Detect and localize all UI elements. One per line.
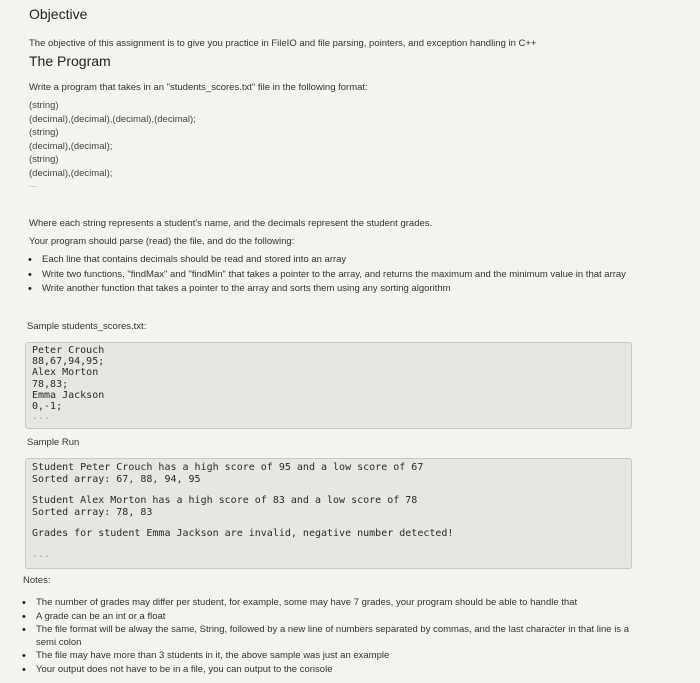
objective-text: The objective of this assignment is to give you practice in FileIO and file parsing, pointers, and exception handling in C++ [29, 38, 537, 49]
sample-file-line: Emma Jackson [32, 389, 105, 401]
format-line: (string) [29, 154, 59, 165]
note-item: • The number of grades may differ per student, for example, some may have 7 grades, your program should be able to handle that [22, 597, 632, 610]
sample-file-ellipsis: ... [32, 411, 51, 423]
note-item: • The file may have more than 3 students in it, the above sample was just an example [22, 650, 632, 663]
program-intro: Write a program that takes in an "students_scores.txt" file in the following format: [29, 82, 368, 93]
task-list [28, 254, 628, 296]
sample-file-line: 0,-1; [32, 401, 63, 413]
where-text: Where each string represents a student's name, and the decimals represent the student grades. [29, 218, 433, 229]
format-line: (string) [29, 100, 59, 111]
format-line: (decimal),(decimal); [29, 140, 113, 152]
task-item: • Write two functions, "findMax" and "findMin" that takes a pointer to the array, and returns the maximum and the minimum value in that array [28, 269, 628, 282]
notes-list [22, 597, 632, 676]
sample-file-label: Sample students_scores.txt: [27, 321, 147, 332]
sample-run-line: Student Peter Crouch has a high score of 95 and a low score of 67 [32, 462, 424, 473]
task-item: • Write another function that takes a pointer to the array and sorts them using any sorting algorithm [28, 283, 628, 296]
sample-file-line: 88,67,94,95; [32, 356, 105, 368]
task-item: • Each line that contains decimals should be read and stored into an array [28, 254, 628, 267]
notes-label: Notes: [23, 575, 51, 586]
format-line: (string) [29, 127, 59, 138]
program-heading: The Program [29, 53, 111, 69]
sample-file-box [25, 342, 632, 429]
sample-run-label: Sample Run [27, 437, 80, 448]
sample-run-line: Sorted array: 67, 88, 94, 95 [32, 473, 201, 485]
parse-text: Your program should parse (read) the file, and do the following: [29, 236, 295, 247]
sample-run-ellipsis: ... [32, 548, 51, 560]
note-item: • Your output does not have to be in a file, you can output to the console [22, 664, 632, 677]
objective-heading: Objective [29, 6, 88, 22]
sample-run-line: Sorted array: 78, 83 [32, 506, 153, 518]
note-item: • The file format will be alway the same, String, followed by a new line of numbers separated by commas, and the last character in that line is a semi colon [22, 624, 632, 649]
format-line: (decimal),(decimal); [29, 167, 113, 179]
sample-run-line: Student Alex Morton has a high score of 83 and a low score of 78 [32, 495, 418, 506]
sample-file-line: Alex Morton [32, 367, 99, 379]
format-block [29, 99, 196, 190]
format-line: (decimal),(decimal),(decimal),(decimal); [29, 113, 196, 125]
note-item: • A grade can be an int or a float [22, 611, 632, 624]
sample-file-line: Peter Crouch [32, 345, 105, 356]
sample-run-box [25, 458, 632, 569]
format-ellipsis: ... [29, 179, 37, 190]
sample-file-line: 78,83; [32, 378, 69, 390]
sample-run-line: Grades for student Emma Jackson are invalid, negative number detected! [32, 528, 454, 539]
